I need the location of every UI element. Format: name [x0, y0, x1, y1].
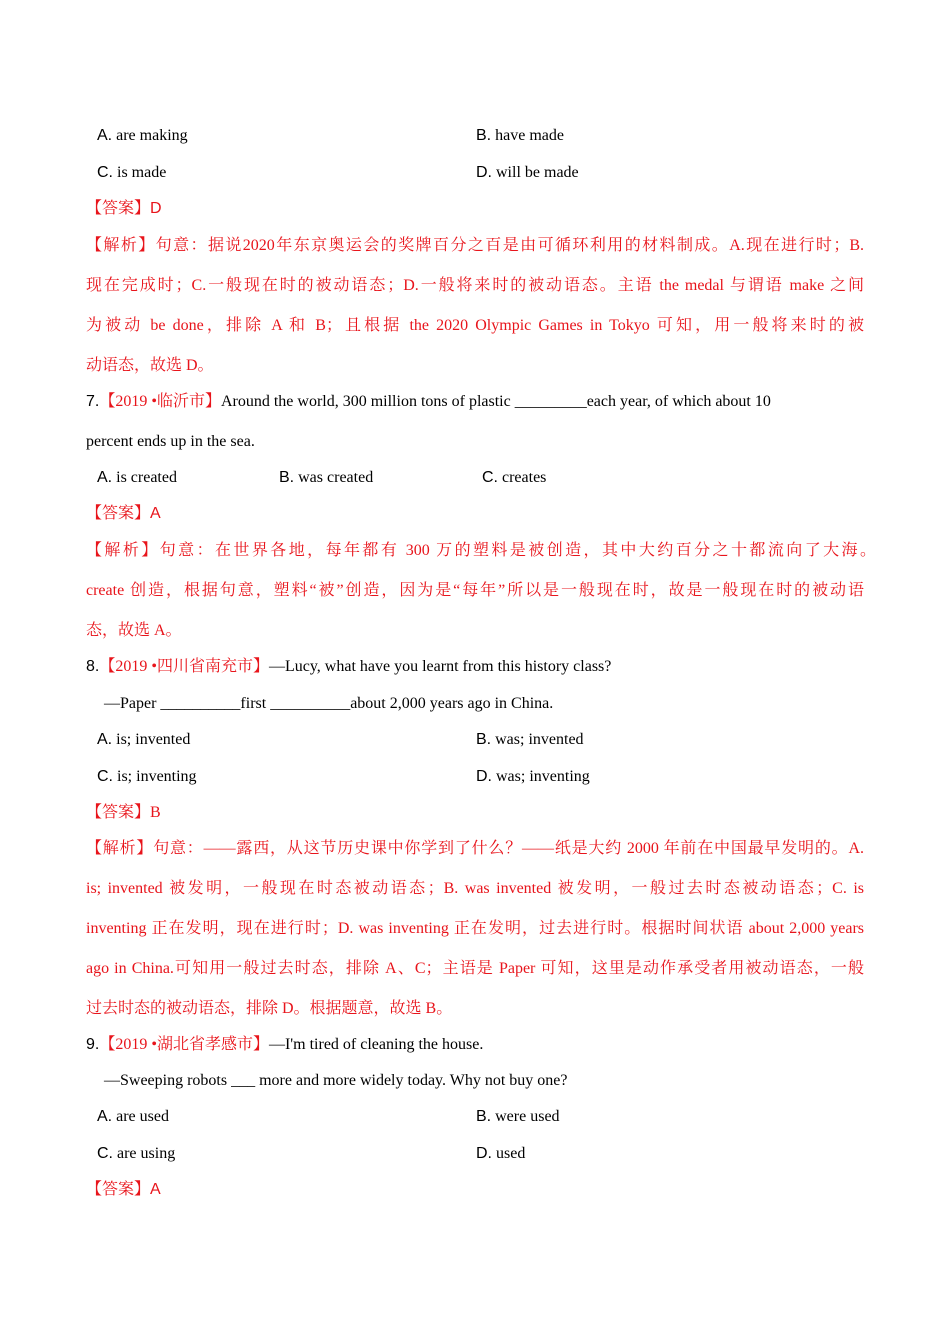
question-text: —I'm tired of cleaning the house. — [268, 1036, 484, 1053]
option-text: are used — [116, 1108, 169, 1125]
question-number: 9. — [86, 1036, 100, 1053]
analysis-line: 为被动 be done，排除 A 和 B；且根据 the 2020 Olympic Games in Tokyo 可知，用一般将来时的被 — [86, 317, 864, 334]
option-d — [476, 1143, 525, 1165]
analysis-line: 动语态，故选 D。 — [86, 357, 214, 374]
answer-label: 【答案】A — [86, 1181, 161, 1198]
question-source: 【2019 •四川省南充市】 — [99, 658, 269, 675]
analysis-line: 【解析】句意：——露西，从这节历史课中你学到了什么？——纸是大约 2000 年前在中国最早发明的。A. — [86, 840, 864, 857]
option-text: creates — [502, 469, 547, 486]
option-b — [476, 729, 584, 751]
question-text: —Lucy, what have you learnt from this history class? — [268, 658, 612, 675]
option-c — [97, 766, 197, 788]
option-text: was; inventing — [496, 768, 590, 785]
option-text: is; inventing — [117, 768, 197, 785]
question-number: 8. — [86, 658, 100, 675]
answer-label: 【答案】B — [86, 804, 161, 821]
analysis-line: 【解析】句意：在世界各地，每年都有 300 万的塑料是被创造，其中大约百分之十都流向了大海。 — [86, 542, 876, 559]
option-a — [97, 729, 190, 751]
question-text: Around the world, 300 million tons of plastic _________each year, of which about 10 — [220, 393, 771, 410]
question-text-continued: percent ends up in the sea. — [86, 433, 255, 450]
question-text-continued: —Sweeping robots ___ more and more widely today. Why not buy one? — [104, 1072, 568, 1089]
option-text: are making — [116, 127, 188, 144]
option-letter: A. — [97, 127, 113, 144]
option-letter: C. — [482, 469, 498, 486]
option-letter: A. — [97, 1108, 113, 1125]
option-letter: A. — [97, 731, 113, 748]
analysis-line: 【解析】句意：据说2020年东京奥运会的奖牌百分之百是由可循环利用的材料制成。A.现在进行时；B. — [86, 237, 864, 254]
option-text: have made — [495, 127, 564, 144]
option-letter: D. — [476, 1145, 492, 1162]
option-d — [476, 162, 579, 184]
option-letter: B. — [476, 731, 492, 748]
option-text: are using — [117, 1145, 176, 1162]
analysis-line: create 创造，根据句意，塑料“被”创造，因为是“每年”所以是一般现在时，故是一般现在时的被动语 — [86, 582, 864, 599]
option-letter: B. — [476, 1108, 492, 1125]
option-text: is made — [117, 164, 167, 181]
option-letter: B. — [476, 127, 492, 144]
option-text: was; invented — [495, 731, 584, 748]
option-text: is; invented — [116, 731, 191, 748]
answer-label: 【答案】D — [86, 200, 162, 217]
question-7-stem — [86, 391, 771, 413]
option-text: used — [496, 1145, 526, 1162]
option-letter: C. — [97, 768, 113, 785]
option-c — [482, 467, 546, 489]
option-letter: C. — [97, 164, 113, 181]
question-number: 7. — [86, 393, 100, 410]
option-text: was created — [298, 469, 374, 486]
option-b — [476, 125, 564, 147]
option-c — [97, 162, 166, 184]
question-8-stem — [86, 656, 611, 678]
option-letter: D. — [476, 164, 492, 181]
analysis-line: 现在完成时；C.一般现在时的被动语态；D.一般将来时的被动语态。主语 the medal 与谓语 make 之间 — [86, 277, 864, 294]
option-c — [97, 1143, 175, 1165]
option-text: will be made — [496, 164, 579, 181]
option-a — [97, 125, 188, 147]
question-source: 【2019 •临沂市】 — [99, 393, 221, 410]
option-letter: A. — [97, 469, 113, 486]
analysis-line: inventing 正在发明，现在进行时；D. was inventing 正在发明，过去进行时。根据时间状语 about 2,000 years — [86, 920, 864, 937]
analysis-line: is; invented 被发明，一般现在时态被动语态；B. was invented 被发明，一般过去时态被动语态；C. is — [86, 880, 864, 897]
option-b — [476, 1106, 560, 1128]
analysis-line: 态，故选 A。 — [86, 622, 182, 639]
option-letter: D. — [476, 768, 492, 785]
option-letter: B. — [279, 469, 295, 486]
question-9-stem — [86, 1034, 483, 1056]
option-d — [476, 766, 590, 788]
option-text: were used — [495, 1108, 560, 1125]
analysis-line: ago in China.可知用一般过去时态，排除 A、C；主语是 Paper 可知，这里是动作承受者用被动语态，一般 — [86, 960, 864, 977]
option-letter: C. — [97, 1145, 113, 1162]
analysis-line: 过去时态的被动语态，排除 D。根据题意，故选 B。 — [86, 1000, 453, 1017]
option-a — [97, 1106, 169, 1128]
option-a — [97, 467, 177, 489]
option-b — [279, 467, 373, 489]
question-text-continued: —Paper __________first __________about 2,000 years ago in China. — [104, 695, 554, 712]
answer-label: 【答案】A — [86, 505, 161, 522]
question-source: 【2019 •湖北省孝感市】 — [99, 1036, 269, 1053]
option-text: is created — [116, 469, 177, 486]
